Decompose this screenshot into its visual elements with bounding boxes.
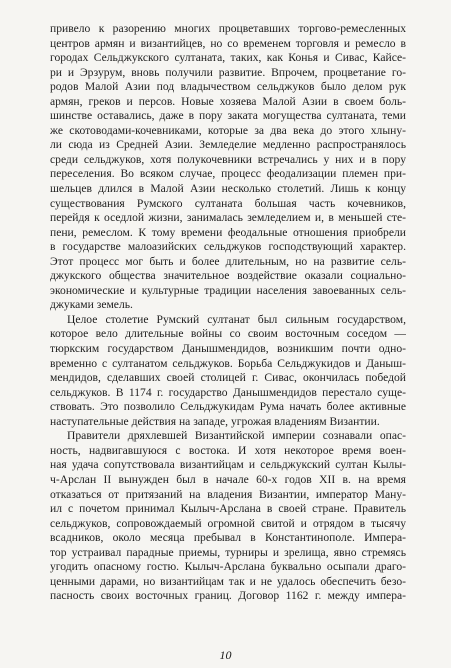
text-line: шельцев длился в Малой Азии несколько столетий. Лишь к концу xyxy=(50,182,406,196)
text-line: центров армян и византийцев, но со временем торговля и ремесло в xyxy=(50,36,406,50)
text-line: ч-Арслан II вынужден был в начале 60-х годов XII в. на время xyxy=(50,472,406,486)
text-line: тор устраивал парадные приемы, турниры и зрелища, явно стремясь xyxy=(50,545,406,559)
text-line: среди сельджуков, хотя полукочевники встречались у них и в пору xyxy=(50,152,406,166)
page-body-text xyxy=(50,22,406,604)
text-line: ная удача сопутствовала византийцам и сельджукский султан Кылы- xyxy=(50,458,406,472)
text-line: Этот процесс мог быть и более длительным, но на развитие сель- xyxy=(50,254,406,268)
text-line: ствовать. Это позволило Сельджукидам Рума начать более активные xyxy=(50,400,406,414)
text-line: джуками земель. xyxy=(50,298,133,312)
text-line: ность, надвигавшуюся с востока. И хотя некоторое время воен- xyxy=(50,443,406,457)
paragraph xyxy=(50,22,406,313)
text-line: привело к разорению многих процветавших торгово-ремесленных xyxy=(50,22,406,35)
text-line: ил с почетом принимал Кылыч-Арслана в своей стране. Правитель xyxy=(50,502,406,516)
paragraph xyxy=(50,313,406,429)
text-line: ценными дарами, но византийцам так и не удалось обеспечить безо- xyxy=(50,574,406,588)
text-line: в государстве малоазийских сельджуков господствующий характер. xyxy=(50,240,406,254)
text-line: армян, греков и персов. Новые хозяева Малой Азии в своем боль- xyxy=(50,94,406,108)
text-line: переселения. Во всяком случае, процесс феодализации племен при- xyxy=(50,167,406,181)
page-number: 10 xyxy=(219,648,232,662)
text-line: тюркским государством Данышмендидов, возникшим почти одно- xyxy=(50,342,406,356)
text-line: родов Малой Азии под владычеством сельджуков было делом рук xyxy=(50,80,406,94)
text-line: джукского общества значительное воздействие оказали социально- xyxy=(50,269,406,283)
text-line: сельджуков, сопровождаемый огромной свитой и отрядом в тысячу xyxy=(50,516,406,530)
text-line: наступательные действия на западе, угрожая владениям Византии. xyxy=(50,414,380,428)
text-line: Целое столетие Румский султанат был сильным государством, xyxy=(67,312,406,326)
text-line: которое вело длительные войны со своим восточным соседом — xyxy=(50,327,406,341)
text-line: мендидов, сделавших своей столицей г. Сивас, окончилась победой xyxy=(50,371,406,385)
paragraph xyxy=(50,429,406,604)
text-line: Правители дряхлевшей Византийской империи сознавали опас- xyxy=(67,429,406,443)
text-line: экономические и культурные традиции населения завоеванных сель- xyxy=(50,283,406,297)
text-line: временно с султанатом сельджуков. Борьба Сельджукидов и Даныш- xyxy=(50,356,406,370)
text-line: сельджуков. В 1174 г. государство Данышмендидов перестало суще- xyxy=(50,385,406,399)
text-line: перейдя к оседлой жизни, занималась земледелием и, в меньшей сте- xyxy=(50,211,406,225)
text-line: ли сюда из Средней Азии. Земледелие медленно распространялось xyxy=(50,138,406,152)
text-line: отказаться от притязаний на владения Византии, император Ману- xyxy=(50,487,406,501)
text-line: всадников, около месяца пребывал в Константинополе. Импера- xyxy=(50,531,406,545)
text-line: ри и Эрзурум, вновь получили развитие. Впрочем, процветание го- xyxy=(50,65,406,79)
text-line: пени, ремеслом. К тому времени феодальные отношения приобрели xyxy=(50,225,406,239)
text-line: существования Румского султаната большая часть кочевников, xyxy=(50,196,406,210)
text-line: шинстве оставались, даже в пору заката могущества султаната, теми xyxy=(50,109,406,123)
text-line: же скотоводами-кочевниками, которые за два века до этого хлыну- xyxy=(50,123,406,137)
text-line: пасность своих восточных границ. Договор 1162 г. между импера- xyxy=(50,589,406,603)
text-line: угодить опасному гостю. Кылыч-Арслана буквально осыпали драго- xyxy=(50,560,406,574)
text-line: городах Сельджукского султаната, таких, как Конья и Сивас, Кайсе- xyxy=(50,51,406,65)
